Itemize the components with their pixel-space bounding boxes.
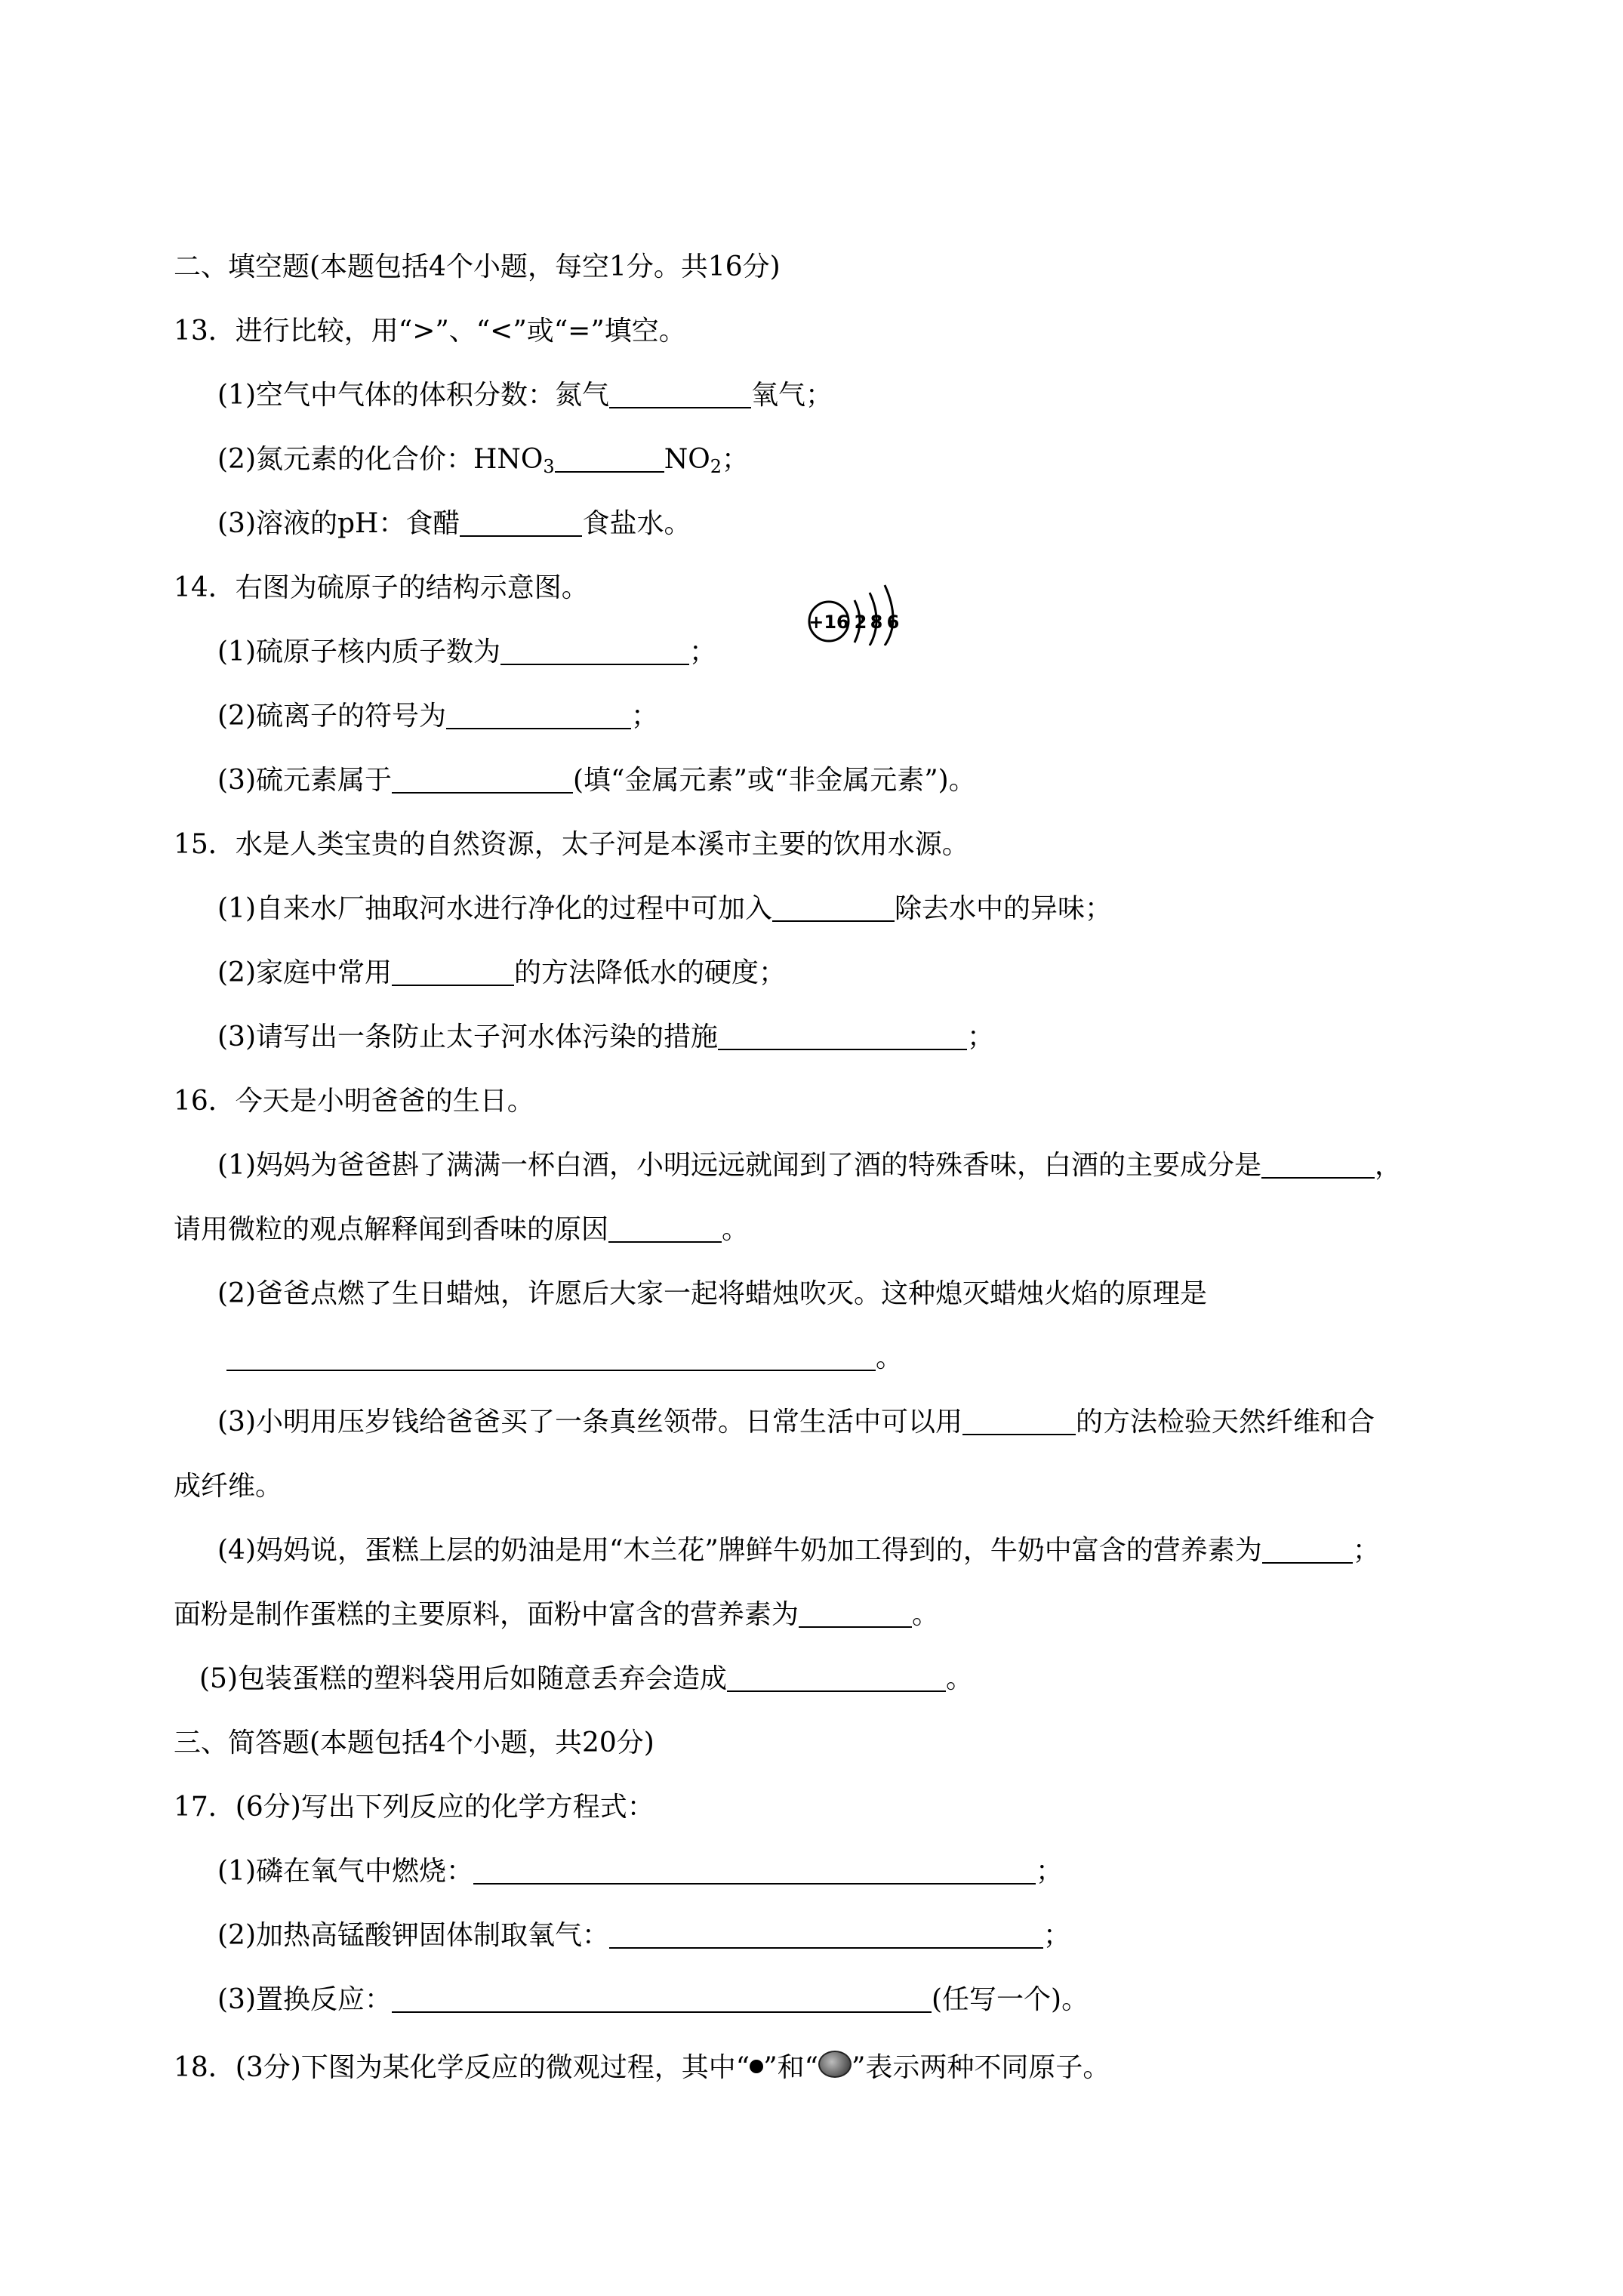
q18-stem-text: 18．(3分)下图为某化学反应的微观过程，其中“ [174, 2052, 750, 2083]
q13-p3-tail: 食盐水。 [582, 508, 691, 539]
q17-p3-tail: (任写一个)。 [932, 1984, 1089, 2015]
section-3-title [174, 1725, 654, 1761]
question-13-stem [174, 313, 686, 350]
q14-p1-text: (1)硫原子核内质子数为 [217, 636, 500, 667]
q13-p3-text: (3)溶液的pH：食醋 [217, 508, 460, 539]
q16-p3-text: (3)小明用压岁钱给爸爸买了一条真丝领带。日常生活中可以用 [217, 1407, 962, 1438]
shell-1-electrons: 2 [854, 612, 867, 633]
question-16-part-1-cont [174, 1212, 749, 1248]
q17-p1-tail: ； [1036, 1856, 1064, 1887]
question-13-part-2 [217, 442, 749, 478]
q16-p3-cont-text: 成纤维。 [174, 1471, 283, 1502]
q16-p4-tail: ； [1352, 1535, 1380, 1566]
q16-p4-text: (4)妈妈说，蛋糕上层的奶油是用“木兰花”牌鲜牛奶加工得到的，牛奶中富含的营养素为 [217, 1535, 1262, 1566]
answer-blank[interactable] [392, 765, 573, 794]
q15-p1-tail: 除去水中的异味； [895, 893, 1113, 924]
q14-p1-tail: ； [689, 636, 717, 667]
answer-blank[interactable] [799, 1599, 912, 1628]
question-14-part-2 [217, 698, 658, 735]
question-15-part-1 [217, 891, 1112, 927]
question-17-stem [174, 1789, 654, 1826]
answer-blank[interactable] [718, 1022, 967, 1050]
sulfur-atom-diagram [808, 578, 913, 646]
q14-p3-text: (3)硫元素属于 [217, 765, 392, 796]
question-18-stem [174, 2050, 1110, 2086]
q17-stem-text: 17．(6分)写出下列反应的化学方程式： [174, 1792, 654, 1823]
q16-stem-text: 16．今天是小明爸爸的生日。 [174, 1086, 534, 1117]
q16-p5-text: (5)包装蛋糕的塑料袋用后如随意丢弃会造成 [199, 1663, 727, 1694]
q13-p2-tail: ； [721, 444, 749, 475]
section-3-title-text: 三、简答题(本题包括4个小题，共20分) [174, 1727, 654, 1758]
question-16-part-4-cont [174, 1597, 939, 1633]
question-14-stem [174, 570, 589, 606]
q14-p3-tail: (填“金属元素”或“非金属元素”)。 [573, 765, 976, 796]
q16-p1-text: (1)妈妈为爸爸斟了满满一杯白酒，小明远远就闻到了酒的特殊香味，白酒的主要成分是 [217, 1150, 1261, 1181]
question-13-part-3 [217, 506, 691, 542]
answer-blank[interactable] [772, 893, 895, 922]
section-2-title-text: 二、填空题(本题包括4个小题，每空1分。共16分) [174, 251, 781, 282]
q15-p3-tail: ； [967, 1022, 995, 1052]
question-16-part-3 [217, 1404, 1375, 1441]
subscript: 3 [543, 456, 555, 477]
q15-p1-text: (1)自来水厂抽取河水进行净化的过程中可加入 [217, 893, 772, 924]
q13-p1-text: (1)空气中气体的体积分数：氮气 [217, 380, 609, 411]
answer-blank[interactable] [609, 1920, 1043, 1949]
q15-p2-tail: 的方法降低水的硬度； [514, 957, 787, 988]
q16-p2-tail: 。 [876, 1342, 904, 1373]
answer-blank[interactable] [473, 1856, 1036, 1885]
q16-p1-cont-tail: 。 [722, 1214, 750, 1245]
q16-p4-cont-text: 面粉是制作蛋糕的主要原料，面粉中富含的营养素为 [174, 1599, 799, 1630]
question-16-part-1 [217, 1148, 1402, 1184]
q14-p2-tail: ； [631, 701, 659, 732]
question-16-stem [174, 1083, 534, 1120]
question-14-part-1 [217, 634, 716, 670]
question-14-part-3 [217, 763, 976, 799]
q17-p3-text: (3)置换反应： [217, 1984, 392, 2015]
q13-p1-tail: 氧气； [751, 380, 833, 411]
q15-p3-text: (3)请写出一条防止太子河水体污染的措施 [217, 1022, 718, 1052]
q17-p2-tail: ； [1043, 1920, 1071, 1951]
q15-p2-text: (2)家庭中常用 [217, 957, 392, 988]
question-13-part-1 [217, 378, 833, 414]
answer-blank[interactable] [226, 1342, 876, 1371]
question-16-part-4 [217, 1533, 1380, 1569]
answer-blank[interactable] [500, 636, 689, 665]
gray-atom-icon [818, 2051, 852, 2078]
q14-stem-text: 14．右图为硫原子的结构示意图。 [174, 572, 589, 603]
answer-blank[interactable] [555, 444, 664, 473]
subscript: 2 [710, 456, 722, 477]
answer-blank[interactable] [460, 508, 582, 537]
question-16-part-2 [217, 1276, 1207, 1312]
answer-blank[interactable] [1262, 1535, 1353, 1564]
q13-p2-text: (2)氮元素的化合价：HNO [217, 444, 544, 475]
answer-blank[interactable] [446, 701, 631, 729]
q16-p1-cont-text: 请用微粒的观点解释闻到香味的原因 [174, 1214, 609, 1245]
q18-stem-tail: ”表示两种不同原子。 [852, 2052, 1110, 2083]
question-16-part-5 [199, 1661, 973, 1697]
nucleus-charge: +16 [808, 612, 849, 633]
q16-p2-text: (2)爸爸点燃了生日蜡烛，许愿后大家一起将蜡烛吹灭。这种熄灭蜡烛火焰的原理是 [217, 1278, 1207, 1309]
q17-p1-text: (1)磷在氧气中燃烧： [217, 1856, 473, 1887]
answer-blank[interactable] [609, 380, 751, 408]
answer-blank[interactable] [392, 957, 514, 986]
question-15-part-2 [217, 955, 786, 991]
question-17-part-1 [217, 1854, 1063, 1890]
question-15-part-3 [217, 1019, 994, 1056]
q16-p3-tail: 的方法检验天然纤维和合 [1076, 1407, 1375, 1438]
q16-p4-cont-tail: 。 [912, 1599, 940, 1630]
q18-stem-mid: ”和“ [763, 2052, 819, 2083]
q14-p2-text: (2)硫离子的符号为 [217, 701, 446, 732]
question-17-part-3 [217, 1982, 1089, 2018]
question-16-part-2-answer [226, 1340, 903, 1376]
shell-2-electrons: 8 [870, 612, 883, 633]
black-atom-icon [750, 2060, 763, 2073]
answer-blank[interactable] [392, 1984, 932, 2013]
q15-stem-text: 15．水是人类宝贵的自然资源，太子河是本溪市主要的饮用水源。 [174, 829, 969, 860]
q16-p5-tail: 。 [946, 1663, 974, 1694]
answer-blank[interactable] [1261, 1150, 1375, 1179]
answer-blank[interactable] [727, 1663, 946, 1692]
section-2-title [174, 249, 781, 285]
answer-blank[interactable] [962, 1407, 1076, 1435]
question-17-part-2 [217, 1918, 1070, 1954]
answer-blank[interactable] [608, 1214, 722, 1243]
shell-3-electrons: 6 [886, 612, 900, 633]
q17-p2-text: (2)加热高锰酸钾固体制取氧气： [217, 1920, 609, 1951]
q16-p1-tail: ， [1375, 1150, 1403, 1181]
question-16-part-3-cont [174, 1469, 282, 1505]
q13-stem-text: 13．进行比较，用“>”、“<”或“=”填空。 [174, 316, 686, 347]
question-15-stem [174, 827, 969, 863]
q13-p2-formula: NO [664, 444, 710, 475]
